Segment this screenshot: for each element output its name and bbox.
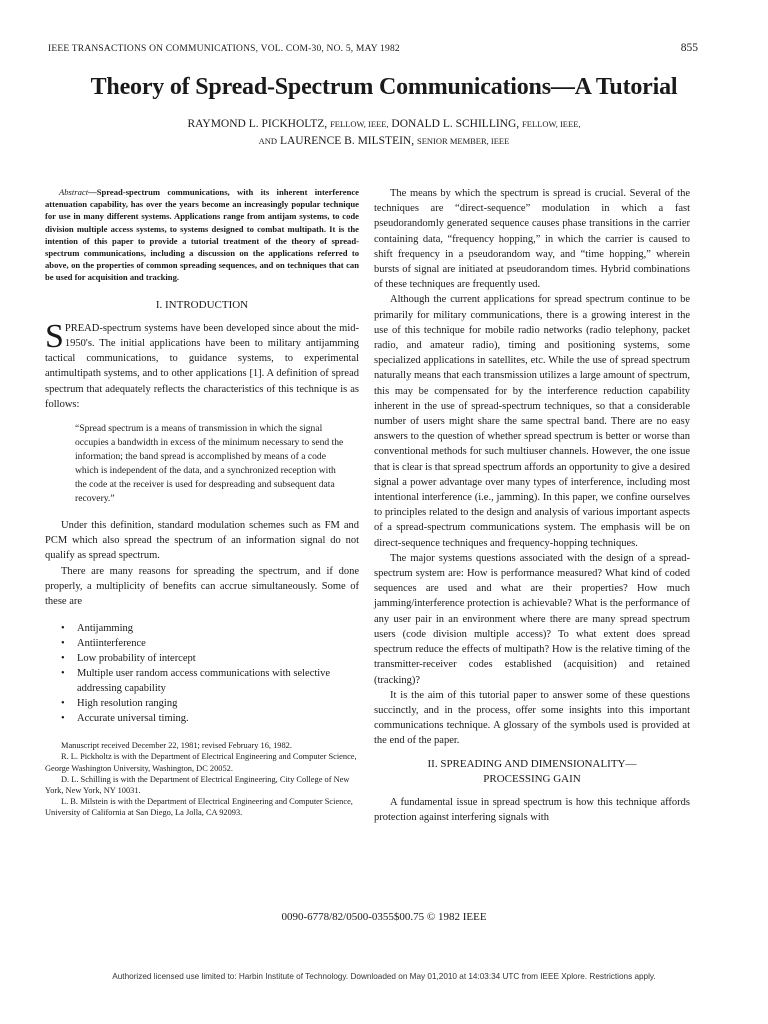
footnote: L. B. Milstein is with the Department of Electrical Engineering and Computer Science, University of California at San Diego, La Jolla, CA 92093. bbox=[45, 797, 353, 818]
body-paragraph: Although the current applications for spread spectrum continue to be primarily for military communications, there is a growing interest in the use of this technique for mobile radio networks (radio telephony, packet radio, and amateur radio), timing and positioning systems, some specialized applications in satellites, etc. While the use of spread spectrum naturally means that each transmission utilizes a large amount of spectrum, this may be compensated for by the interference reduction capability inherent in the use of spread-spectrum techniques, so that a considerable number of users might share the same spectral band. There are no easy answers to the question of whether spread spectrum is better or worse than conventional methods for such multiuser channels. However, the one issue that is clear is that spread spectrum affords an opportunity to give a desired signal a power advantage over many types of interference, including most intentional interference (i.e., jamming). In this paper, we confine ourselves to principles related to the design and analysis of various important aspects of a spread-spectrum communications system. The emphasis will be on direct-sequence techniques and frequency-hopping techniques. bbox=[374, 294, 690, 549]
author-rank: FELLOW, IEEE, bbox=[330, 119, 389, 129]
list-item-text: Low probability of intercept bbox=[77, 653, 196, 665]
section-heading-line: II. SPREADING AND DIMENSIONALITY— bbox=[427, 757, 637, 770]
body-paragraph: The means by which the spectrum is spread is crucial. Several of the techniques are “direct-sequence” modulation in which a fast pseudorandomly generated sequence causes phase transitions in the carrier containing data, “frequency hopping,” in which the carrier is caused to shift frequency in a pseudorandom way, and “time hopping,” wherein bursts of signal are initiated at pseudorandom times. Hybrid combinations of these techniques are frequently used. bbox=[374, 188, 690, 291]
body-paragraph: A fundamental issue in spread spectrum is how this technique affords protection against interfering signals with bbox=[374, 796, 690, 823]
bullet-icon: • bbox=[61, 698, 65, 710]
drop-cap: S bbox=[45, 317, 64, 355]
abstract-label: Abstract bbox=[59, 187, 89, 197]
list-item bbox=[59, 711, 359, 726]
author-name: DONALD L. SCHILLING, bbox=[391, 118, 520, 130]
bullet-icon: • bbox=[61, 713, 65, 725]
abstract-text: —Spread-spectrum communications, with its inherent interference attenuation capability, has over the years become an increasingly popular technique for use in many different systems. Applications range from antijam systems, to code division multiple access systems, to systems designed to combat multipath. It is the intention of this paper to provide a tutorial treatment of the theory of spread-spectrum communications, including a discussion on the applications referred to above, on the properties of common spreading sequences, and on techniques that can be used for acquisition and tracking. bbox=[45, 187, 359, 283]
list-item bbox=[59, 666, 359, 696]
author-name: LAURENCE B. MILSTEIN, bbox=[279, 135, 415, 147]
list-item bbox=[59, 636, 359, 651]
running-header: IEEE TRANSACTIONS ON COMMUNICATIONS, VOL. COM-30, NO. 5, MAY 1982 bbox=[48, 44, 400, 54]
intro-paragraph-1 bbox=[45, 317, 359, 412]
body-paragraph: It is the aim of this tutorial paper to answer some of these questions succinctly, and in the process, offer some insights into this important communications technique. A glossary of the symbols used is provided at the end of the paper. bbox=[374, 689, 690, 747]
list-item-text: Multiple user random access communications with selective addressing capability bbox=[77, 668, 331, 695]
section-heading-introduction: I. INTRODUCTION bbox=[155, 298, 249, 311]
bullet-icon: • bbox=[61, 623, 65, 635]
bullet-icon: • bbox=[61, 638, 65, 650]
list-item bbox=[59, 621, 359, 636]
bullet-icon: • bbox=[61, 653, 65, 665]
authorization-notice: Authorized licensed use limited to: Harbin Institute of Technology. Downloaded on May 01,2010 at 14:03:34 UTC from IEEE Xplore. Restrictions apply. bbox=[112, 972, 656, 981]
author-rank: FELLOW, IEEE, bbox=[522, 119, 581, 129]
intro-paragraph-2: Under this definition, standard modulation schemes such as FM and PCM which also spread the spectrum of an information signal do not qualify as spread spectrum. bbox=[45, 520, 359, 562]
left-column bbox=[45, 186, 359, 819]
list-item-text: High resolution ranging bbox=[77, 698, 178, 710]
page-number: 855 bbox=[680, 42, 698, 54]
list-item-text: Antiinterference bbox=[77, 638, 146, 650]
footnote: Manuscript received December 22, 1981; revised February 16, 1982. bbox=[61, 741, 292, 751]
footnote: D. L. Schilling is with the Department of Electrical Engineering, City College of New York, New York, NY 10031. bbox=[45, 774, 350, 796]
list-item-text: Antijamming bbox=[77, 623, 133, 635]
author-name: RAYMOND L. PICKHOLTZ, bbox=[187, 118, 328, 130]
benefits-list bbox=[59, 621, 359, 726]
list-item-text: Accurate universal timing. bbox=[77, 713, 189, 725]
body-paragraph: The major systems questions associated with the design of a spread-spectrum system are: How is performance measured? What kind of coded sequences are used and what are their properties? How much jamming/interference protection is achievable? What is the performance of any user pair in an environment where there are many spread spectrum users (code division multiple access)? To what extent does spread spectrum reduce the effects of multipath? How is the relative timing of the transmitter-receiver codes established (acquisition) and retained (tracking)? bbox=[374, 552, 690, 686]
intro-paragraph-1-text: PREAD-spectrum systems have been developed since about the mid-1950's. The initial applications have been to military antijamming tactical communications, to guidance systems, to experimental antimultipath systems, and to other applications [1]. A definition of spread spectrum that adequately reflects the characteristics of this technique is as follows: bbox=[45, 322, 359, 410]
author-line-1 bbox=[0, 116, 768, 133]
section-heading-line: PROCESSING GAIN bbox=[483, 772, 581, 785]
author-rank: SENIOR MEMBER, IEEE bbox=[417, 136, 510, 146]
list-item bbox=[59, 651, 359, 666]
paper-title: Theory of Spread-Spectrum Communications—A Tutorial bbox=[90, 74, 678, 100]
intro-paragraph-3: There are many reasons for spreading the spectrum, and if done properly, a multiplicity of benefits can accrue simultaneously. Some of these are bbox=[45, 565, 359, 608]
footnotes bbox=[45, 740, 359, 818]
bullet-icon: • bbox=[61, 668, 65, 680]
author-conjunction: AND bbox=[258, 136, 278, 146]
footnote: R. L. Pickholtz is with the Department of Electrical Engineering and Computer Science, George Washington University, Washington, DC 20052. bbox=[45, 752, 357, 773]
abstract bbox=[45, 186, 359, 284]
list-item bbox=[59, 696, 359, 711]
copyright-line: 0090-6778/82/0500-0355$00.75 © 1982 IEEE bbox=[281, 911, 487, 923]
author-block bbox=[0, 116, 768, 150]
section-heading-spreading bbox=[374, 757, 690, 787]
definition-quote: “Spread spectrum is a means of transmission in which the signal occupies a bandwidth in excess of the minimum necessary to send the information; the band spread is accomplished by means of a code which is independent of the data, and a synchronized reception with the code at the receiver is used for despreading and subsequent data recovery.” bbox=[75, 423, 344, 505]
author-line-2 bbox=[0, 133, 768, 150]
right-column bbox=[374, 186, 690, 825]
